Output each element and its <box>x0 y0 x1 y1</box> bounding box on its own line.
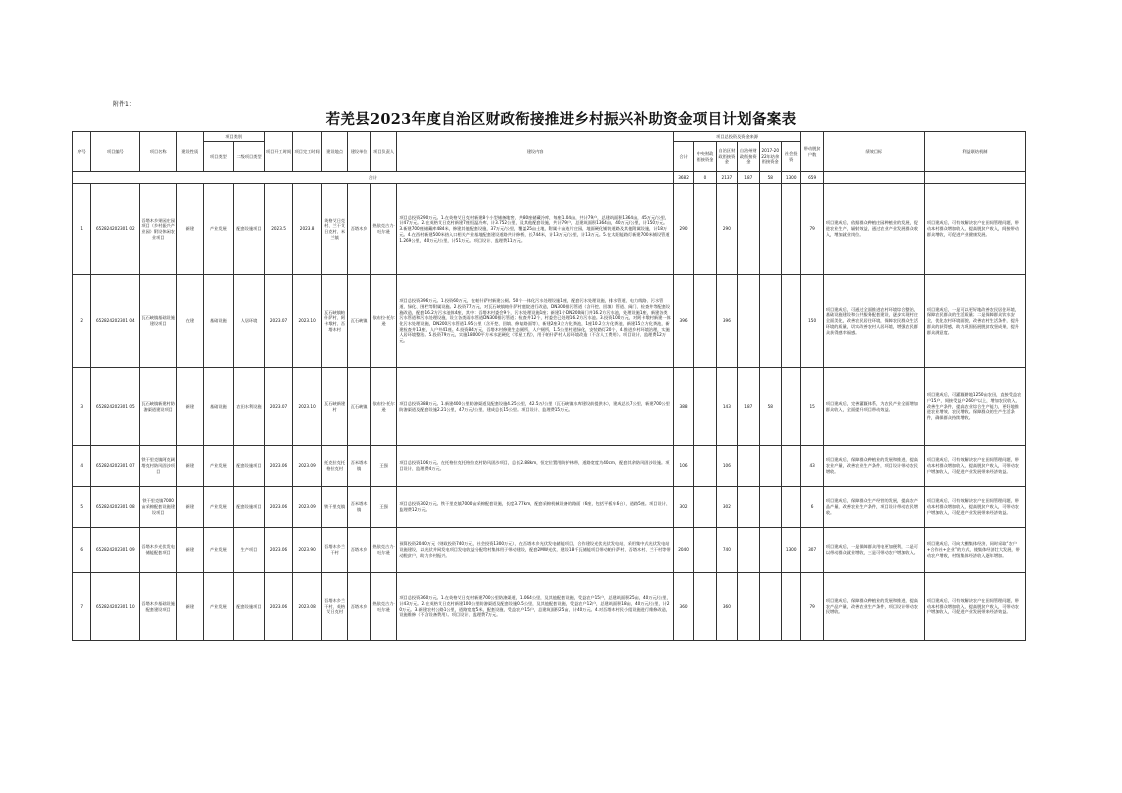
row-place: 英格艾日克村、兰干艾日克村、米兰镇 <box>321 184 348 275</box>
row-end: 2023.10 <box>293 368 322 446</box>
row-nature: 在建 <box>177 275 204 368</box>
table-row <box>73 184 1026 275</box>
row-social <box>781 487 800 528</box>
row-central <box>694 368 716 446</box>
row-owner: 王强 <box>370 446 397 487</box>
row-name: 吾塔木乡基础设施配套建设项目 <box>140 573 177 641</box>
row-nature: 新建 <box>177 184 204 275</box>
row-place: 铁干里克镇 <box>321 487 348 528</box>
row-region2 <box>738 184 759 275</box>
row-region2 <box>738 573 759 641</box>
row-dist <box>759 487 781 528</box>
sum-region2: 187 <box>738 172 759 184</box>
row-seq: 6 <box>73 528 91 573</box>
row-start: 2023.06 <box>264 487 293 528</box>
row-content: 预算投资2040万元（财政投资740万元，社会投资1300万元），在吾塔木乡光伏发电储能项目，合作建设光伏光伏发电站，采用集中式光伏发电站设施建设，以光伏并网发电项目发电收益分配给村集体用于带动建设，配套2MW光伏，建设18千瓦储能项目带动帕什萨村、吾塔木村、兰干村等带动脱贫户，助力乡村振兴。 <box>397 528 673 573</box>
row-place: 吾塔木乡兰干村、英格艾日克村 <box>321 573 348 641</box>
row-total: 388 <box>673 368 693 446</box>
row-name: 铁干里克镇7000亩采棉配套设施建设项目 <box>140 487 177 528</box>
row-cat-main: 产业发展 <box>203 573 234 641</box>
row-region2 <box>738 446 759 487</box>
row-total: 396 <box>673 275 693 368</box>
row-region2: 187 <box>738 368 759 446</box>
row-goal: 项目建成后，一是保障群众用电更加便利，二是可以带动群众就业增收，三是可带动农户增加收入。 <box>823 528 924 573</box>
row-unit: 吾塔木乡 <box>348 184 370 275</box>
row-end: 2023.8 <box>293 184 322 275</box>
row-seq: 2 <box>73 275 91 368</box>
header-category: 项目类别 <box>203 132 264 142</box>
row-mechanism: 项目建成后，可有效解决农户在田间管理问题，带动本村群众增加收入，提高脱贫户收入，可带动农户增加收入，可促进产业发展带来经济效益。 <box>924 446 1025 487</box>
row-start: 2023.07 <box>264 368 293 446</box>
sum-benefit: 659 <box>801 172 823 184</box>
row-benefit: 6 <box>801 487 823 528</box>
row-code: 652824202301 10 <box>91 573 140 641</box>
header-central: 中央财政衔接资金 <box>694 142 716 172</box>
row-code: 652824202301 08 <box>91 487 140 528</box>
row-name: 铁干里克镇阿克阔塔克村防风固沙项目 <box>140 446 177 487</box>
row-cat-main: 基础设施 <box>203 275 234 368</box>
row-nature: 新建 <box>177 368 204 446</box>
row-cat-sub: 人居环境 <box>234 275 265 368</box>
row-central <box>694 528 716 573</box>
row-region2 <box>738 528 759 573</box>
row-cat-sub: 生产项目 <box>234 528 265 573</box>
row-code: 652824202301 05 <box>91 368 140 446</box>
row-place: 瓦石峡新建村 <box>321 368 348 446</box>
row-goal: 项目建成后，完善灌溉体系，为农民产业全面增加群众收入，全面提升项目带动效益。 <box>823 368 924 446</box>
row-seq: 1 <box>73 184 91 275</box>
row-content: 项目总投资396万元。1.投资60万元，在帕什萨村新建公厕。50个一体化污水处理设施1座，配套污水处理设施，排水管道、电力线路、污水管道、绿化、围栏等附属设施。2.投资77万元，对瓦石峡镇帕什萨村庭院进行改造，DN300排污管道（含开挖、回填）管道、阀门、检查井等配套设施改造，配套16.2方污水池体4座，其中：吾塔木村委会9个，污水处理设施1座；新建1个DN200阀门井16.2方污水池，处理设施1座，新建各类污水管道和污水处理设施，设立各类雨水管道DN300排污管道；检查井12个，村委会已处理16.2方污水池。3.投资100万元，对阿卡墩村新建一体化污水处理设施，DN200污水管道1.95公里（含开挖、回填、修复路面等），新建2座3立方化粪池，1座10.2立方化粪池，新建15立方化粪池，新建检查井13座，人户井41座。4.投资84万元，吾塔木村修建生态厕所，人户厕所，1.5公里村道绿化，安装路灯20个，4.推进乡村环境治理，实施人居环境整治。5.投资79万元，实施18000平方米水泥硬化（零星工程），用于帕什萨村人居环境改造（不含人工费用）。项目设计、监理费12万元。 <box>397 275 673 368</box>
row-code: 652824202301 07 <box>91 446 140 487</box>
row-name: 吾塔木乡果园庄园项目（乡村振兴产业园）附设休闲农业项目 <box>140 184 177 275</box>
header-seq: 序号 <box>73 132 91 172</box>
row-cat-sub: 配套设施项目 <box>234 446 265 487</box>
row-dist <box>759 184 781 275</box>
row-social <box>781 275 800 368</box>
row-dist <box>759 275 781 368</box>
row-cat-sub: 农田水利设施 <box>234 368 265 446</box>
row-goal: 项目建成后，保障群众生产经营的发展，提高农产品产量，改善农业生产条件，项目设计带动农民增收。 <box>823 487 924 528</box>
header-social: 社会投资 <box>781 142 800 172</box>
row-content: 项目总投资290万元。1.在英格艾日克村新建8个小型储备地窖，共80座储藏冷库，每座1.04亩，共计79户，总建筑面积1364亩，45万元/公里，计47万元。2.在英格艾日克村新建7座恒温冷库，计3.752公里，及其他配套设施，共计79户，总建筑面积1364亩，40万元/公里，计150万元。3.新建700座储藏库484米，修建其他配套设施，37万元/公里，覆盖25亩土地，附属十亩连片庄园，地面硬化铺装道路及其他附属设施，计18万元。4.在西村新建500米热入口相关产业基地配套建设道路共计修桥，长744米，计13万元/公里，计13万元。5.在太阳能路灯新建700米铺设管道1.269公里，40万元/公里，计51万元。项目设计、监理费11万元。 <box>397 184 673 275</box>
row-region: 360 <box>716 573 737 641</box>
attachment-label: 附件1： <box>113 101 135 108</box>
row-social <box>781 573 800 641</box>
row-unit: 瓦石峡镇 <box>348 275 370 368</box>
row-total: 2040 <box>673 528 693 573</box>
row-cat-main: 产业发展 <box>203 487 234 528</box>
row-cat-main: 产业发展 <box>203 446 234 487</box>
row-cat-main: 产业发展 <box>203 528 234 573</box>
row-name: 瓦石峡镇基础设施建设项目 <box>140 275 177 368</box>
row-nature: 新建 <box>177 487 204 528</box>
row-goal: 项目建成后，保障群众种植业的发展和推进，提高农产品产量，改善农业生产条件，项目设计带动农民增收。 <box>823 573 924 641</box>
header-code: 项目编号 <box>91 132 140 172</box>
row-dist: 58 <box>759 368 781 446</box>
project-table <box>72 131 1026 641</box>
header-unit: 建设单位 <box>348 132 370 172</box>
row-owner: 依布拉·托尔逊 <box>370 368 397 446</box>
row-place: 吾塔木乡兰干村 <box>321 528 348 573</box>
row-start: 2023.06 <box>264 446 293 487</box>
sum-dist: 58 <box>759 172 781 184</box>
header-region2: 自治州财政衔接资金 <box>738 142 759 172</box>
row-owner: 王强 <box>370 487 397 528</box>
row-end: 2023.09 <box>293 487 322 528</box>
row-cat-main: 产业发展 <box>203 184 234 275</box>
row-region: 106 <box>716 446 737 487</box>
row-mechanism: 项目建成后，可有效解决农户在田间管理问题，带动本村群众增加收入，提高脱贫户收入，可带动农户增加收入，可促进产业发展带来经济效益。 <box>924 573 1025 641</box>
row-cat-sub: 配套设施项目 <box>234 184 265 275</box>
row-name: 吾塔木乡光伏发电储能配套项目 <box>140 528 177 573</box>
row-code: 652824202301 04 <box>91 275 140 368</box>
row-central <box>694 487 716 528</box>
row-owner: 热依克古力·吐尔逊 <box>370 528 397 573</box>
row-mechanism: 项目建成后，可灌溉耕地1250亩农田，直接受益农户15户，间接受益户260户以上，增加农民收入，改善生产条件，提高农业综合生产能力，更好地推进农业增效、农民增收。保障群众的生产生活条件，确保群众持续增收。 <box>924 368 1025 446</box>
row-end: 2023.10 <box>293 275 322 368</box>
row-mechanism: 项目建成后，可有效解决农户在田间管理问题，带动本村群众增加收入，提高脱贫户收入，间接带动群众增收，可促进产业健康发展。 <box>924 184 1025 275</box>
row-content: 项目总投资302万元。铁干里克镇7000亩采棉配套设施，长度3.77km，配套采棉机械设备的路面（6座，包括平板车6台），道路5座。项目设计、监理费12万元。 <box>397 487 673 528</box>
row-mechanism: 项目建成后，可向大棚集体经济，同时采取“农户+合作社+企业”的方式，使集体经济壮大发展，带动农户增收，村级集体经济收入逐年增加。 <box>924 528 1025 573</box>
header-mechanism: 利益联结机制 <box>924 132 1025 172</box>
header-start: 项目开工时间 <box>264 132 293 172</box>
row-code: 652824202301 02 <box>91 184 140 275</box>
row-region2 <box>738 487 759 528</box>
row-unit: 吾米塔木镇 <box>348 487 370 528</box>
row-mechanism: 项目建成后，一是可以更好地改善农民居住环境，保障农民群众的生活质量；二是保障群众饮水安全，优化农村环境面貌，改善农村生活条件，提升群众的获得感，助力巩固拓展脱贫攻坚成果，提升群众满意度。 <box>924 275 1025 368</box>
row-benefit: 307 <box>801 528 823 573</box>
row-unit: 吾塔木乡 <box>348 573 370 641</box>
header-benefit: 带动脱贫户数 <box>801 132 823 172</box>
sum-total: 3682 <box>673 172 693 184</box>
row-place: 托克拉克托格拉克村 <box>321 446 348 487</box>
row-mechanism: 项目建成后，可有效解决农户在田间管理问题，带动本村群众增加收入，提高脱贫户收入，可带动农户增加收入，可促进产业发展带来经济效益。 <box>924 487 1025 528</box>
row-start: 2023.06 <box>264 528 293 573</box>
header-dist: 2017-2022年结余衔接资金 <box>759 142 781 172</box>
header-nature: 建设性质 <box>177 132 204 172</box>
header-region: 自治区财政衔接资金 <box>716 142 737 172</box>
row-dist <box>759 446 781 487</box>
row-start: 2023.5 <box>264 184 293 275</box>
row-owner: 依布拉·托尔逊 <box>370 275 397 368</box>
table-row <box>73 487 1026 528</box>
row-total: 290 <box>673 184 693 275</box>
row-dist <box>759 528 781 573</box>
row-benefit: 15 <box>801 368 823 446</box>
header-cat-main: 项目类型 <box>203 142 234 172</box>
row-goal: 项目建成后，保障群众种植业的发展和推进，提高农业产量，改善农业生产条件，项目设计带动农民增收。 <box>823 446 924 487</box>
header-goal: 绩效目标 <box>823 132 924 172</box>
table-row <box>73 275 1026 368</box>
document-title: 若羌县2023年度自治区财政衔接推进乡村振兴补助资金项目计划备案表 <box>325 111 797 128</box>
row-nature: 新建 <box>177 446 204 487</box>
header-place: 建设地点 <box>321 132 348 172</box>
row-place: 瓦石峡镇帕什萨村、阿卡墩村、吾塔木村 <box>321 275 348 368</box>
row-region2 <box>738 275 759 368</box>
row-social <box>781 446 800 487</box>
row-name: 瓦石峡镇新建村防渗渠道建设项目 <box>140 368 177 446</box>
row-region: 302 <box>716 487 737 528</box>
row-region: 396 <box>716 275 737 368</box>
row-seq: 3 <box>73 368 91 446</box>
row-owner: 热依克古力·吐尔逊 <box>370 184 397 275</box>
row-start: 2023.06 <box>264 573 293 641</box>
row-social <box>781 184 800 275</box>
row-central <box>694 275 716 368</box>
row-benefit: 43 <box>801 446 823 487</box>
row-end: 2023.90 <box>293 528 322 573</box>
table-row <box>73 446 1026 487</box>
row-total: 302 <box>673 487 693 528</box>
table-row <box>73 368 1026 446</box>
row-total: 106 <box>673 446 693 487</box>
row-end: 2023.09 <box>293 446 322 487</box>
table-row <box>73 573 1026 641</box>
row-unit: 吾米塔木镇 <box>348 446 370 487</box>
row-social: 1300 <box>781 528 800 573</box>
header-name: 项目名称 <box>140 132 177 172</box>
sum-label: 合计 <box>73 172 674 184</box>
row-goal: 项目建成后，可通过全面推进农村环境综合整治，基础设施建设和公共服务配套建设，逐步实现村庄全面美化，改善农民居住环境，保障农民群众生活环境的质量，切实改善农村人居环境，增强农民群众获得感幸福感。 <box>823 275 924 368</box>
header-end: 项目完工时间 <box>293 132 322 172</box>
row-cat-sub: 配套设施项目 <box>234 573 265 641</box>
row-unit: 瓦石峡镇 <box>348 368 370 446</box>
row-nature: 新建 <box>177 573 204 641</box>
row-central <box>694 446 716 487</box>
sum-region: 2137 <box>716 172 737 184</box>
header-owner: 项目负责人 <box>370 132 397 172</box>
row-nature: 新建 <box>177 528 204 573</box>
row-start: 2023.07 <box>264 275 293 368</box>
row-central <box>694 573 716 641</box>
row-region: 740 <box>716 528 737 573</box>
row-region: 143 <box>716 368 737 446</box>
header-total: 合计 <box>673 142 693 172</box>
row-cat-main: 基础设施 <box>203 368 234 446</box>
row-region: 290 <box>716 184 737 275</box>
row-benefit: 79 <box>801 573 823 641</box>
row-seq: 4 <box>73 446 91 487</box>
row-seq: 5 <box>73 487 91 528</box>
row-code: 652824202301 09 <box>91 528 140 573</box>
table-row <box>73 528 1026 573</box>
row-dist <box>759 573 781 641</box>
row-content: 项目总投资360万元。1.在英格艾日克村新建700公里防渗渠道，1.064公里，及其他配套设施，受益农户15户，总建筑面积25亩，40万元/公里，计43万元。2.在英格艾日克村新建100公里防渗渠道及配套设施0.5公里，及其他配套设施，受益农户12户，总建筑面积18亩，40万元/公里，计20万元。3.新建农村公路1公里，道路宽度5米，配套设施，受益农户15户，总建筑面积25亩，计40万元。4.对吾塔木村民小组设施进行维修改造，设施维修（不含设备费用）。项目设计、监理费7万元。 <box>397 573 673 641</box>
row-owner: 热依克古力·吐尔逊 <box>370 573 397 641</box>
row-benefit: 79 <box>801 184 823 275</box>
sum-social: 1300 <box>781 172 800 184</box>
row-content: 项目总投资388万元。1.新建400公里防渗渠道及配套设施4.25公里，42.5万/公里（瓦石峡镇水库建设前提供水），建成总长7公里，新建700公里防渗渠道及配套设施2.21公里，47万元/公里，建成总长15公里。项目设计、监理费15万元。 <box>397 368 673 446</box>
header-funds: 项目总投资及资金来源 <box>673 132 801 142</box>
header-cat-sub: 二级项目类型 <box>234 142 265 172</box>
row-unit: 吾塔木乡 <box>348 528 370 573</box>
row-goal: 项目建成后，依据群众种植庄园种植业的发展，促进农业生产，辐射效益，通过农业产业发展群众收入，增加就业岗位。 <box>823 184 924 275</box>
row-content: 项目总投资106万元。在托格拉克托格拉克村防风固沙项目，总长2.88km，恒定位置用防护林带，道路宽度为40cm，配套其余防风固沙设施。项目设计、监理费4万元。 <box>397 446 673 487</box>
sum-row <box>73 172 1026 184</box>
row-central <box>694 184 716 275</box>
row-end: 2023.08 <box>293 573 322 641</box>
sum-central: 0 <box>694 172 716 184</box>
row-social <box>781 368 800 446</box>
row-total: 360 <box>673 573 693 641</box>
header-content: 建设内容 <box>397 132 673 172</box>
row-seq: 7 <box>73 573 91 641</box>
row-cat-sub: 配套设施项目 <box>234 487 265 528</box>
row-benefit: 150 <box>801 275 823 368</box>
